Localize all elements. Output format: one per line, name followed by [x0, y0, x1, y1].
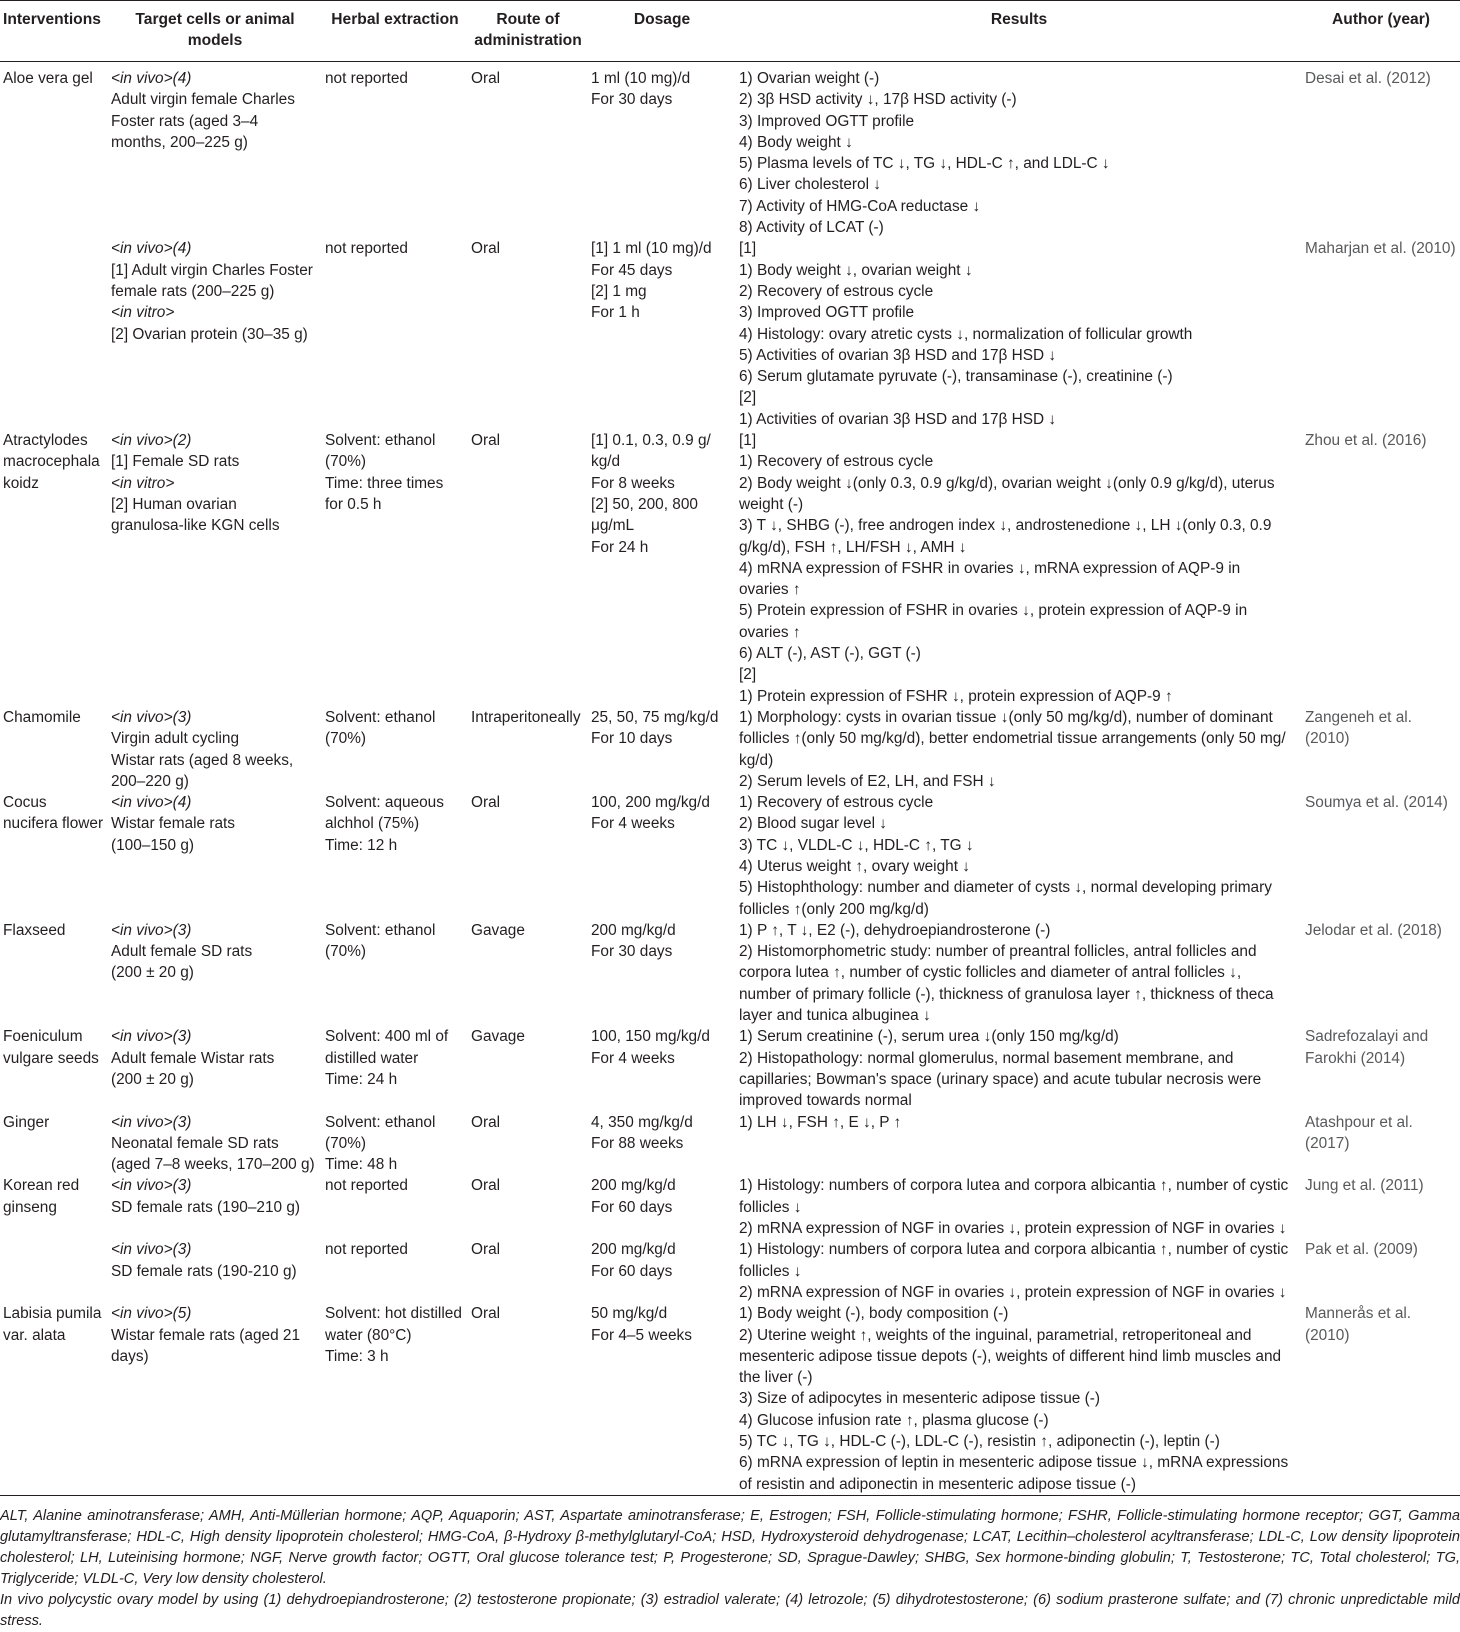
model-line: <in vivo>(4) — [111, 240, 192, 258]
extraction-line: (70%) — [325, 1134, 367, 1152]
results-line: 2) 3β HSD activity ↓, 17β HSD activity (-) — [739, 91, 1017, 109]
route-cell — [468, 1303, 588, 1495]
model-line: Wistar rats (aged 8 weeks, — [111, 751, 294, 769]
route-line: Oral — [471, 1241, 501, 1259]
results-line: kg/d) — [739, 751, 774, 769]
results-line: corpora lutea ↑, number of cystic follicles and diameter of antral follicles ↓, — [739, 964, 1242, 982]
dosage-line: [1] 1 ml (10 mg)/d — [591, 240, 712, 258]
abbreviations-note: ALT, Alanine aminotransferase; AMH, Anti-Müllerian hormone; AQP, Aquaporin; AST, Aspartate aminotransferase; E, Estrogen; FSH, Follicle-stimulating hormone; FSHR, Follicle-stimulating hormone receptor; GGT, Gamma glutamyltransferase; HDL-C, High density lipoprotein cholesterol; HMG-CoA, β-Hydroxy β-methylglutaryl-CoA; HSD, Hydroxysteroid dehydrogenase; LCAT, Lecithin–cholesterol acyltransferase; LDL-C, Low density lipoprotein cholesterol; LH, Luteinising hormone; NGF, Nerve growth factor; OGTT, Oral glucose tolerance test; P, Progesterone; SD, Sprague-Dawley; SHBG, Sex hormone-binding globulin; T, Testosterone; TC, Total cholesterol; TG, Triglyceride; VLDL-C, Very low density cholesterol. — [0, 1508, 1460, 1587]
dosage-line: [2] 50, 200, 800 — [591, 495, 698, 513]
model-line: Foster rats (aged 3–4 — [111, 112, 259, 130]
author-cell — [1302, 792, 1460, 920]
model-line: female rats (200–225 g) — [111, 282, 275, 300]
dosage-line: For 4 weeks — [591, 1049, 675, 1067]
dosage-line: For 60 days — [591, 1198, 673, 1216]
extraction-line: alchhol (75%) — [325, 815, 420, 833]
model-cell — [108, 62, 322, 239]
author-cell — [1302, 920, 1460, 1026]
extraction-cell — [322, 430, 468, 707]
dosage-line: 200 mg/kg/d — [591, 1177, 676, 1195]
model-cell — [108, 1239, 322, 1303]
dosage-line: 100, 200 mg/kg/d — [591, 794, 710, 812]
model-line: Virgin adult cycling — [111, 730, 240, 748]
author-line: Zhou et al. (2016) — [1305, 432, 1427, 450]
extraction-line: Time: 3 h — [325, 1347, 389, 1365]
model-line: <in vivo>(5) — [111, 1305, 192, 1323]
intervention-line: Chamomile — [3, 708, 81, 726]
model-cell — [108, 707, 322, 792]
model-cell — [108, 1112, 322, 1176]
intervention-cell — [0, 792, 108, 920]
dosage-cell — [588, 792, 736, 920]
author-cell — [1302, 1303, 1460, 1495]
table-row — [0, 1175, 1460, 1239]
results-line: 2) Uterine weight ↑, weights of the inguinal, parametrial, retroperitoneal and — [739, 1326, 1252, 1344]
header-results: Results — [990, 11, 1048, 28]
route-line: Oral — [471, 1177, 501, 1195]
dosage-cell — [588, 1303, 736, 1495]
dosage-line: 1 ml (10 mg)/d — [591, 70, 691, 87]
results-line: follicles ↑(only 50 mg/kg/d), better endometrial tissue arrangements (only 50 mg/ — [739, 730, 1286, 748]
route-cell — [468, 1026, 588, 1111]
table-row — [0, 1239, 1460, 1303]
header-interventions: Interventions — [3, 11, 101, 28]
results-cell — [736, 430, 1302, 707]
results-line: 1) LH ↓, FSH ↑, E ↓, P ↑ — [739, 1113, 902, 1131]
model-line: Adult female Wistar rats — [111, 1049, 275, 1067]
model-line: days) — [111, 1347, 149, 1365]
intervention-cell — [0, 707, 108, 792]
dosage-line: [1] 0.1, 0.3, 0.9 g/ — [591, 432, 711, 450]
intervention-cell — [0, 920, 108, 1026]
model-line: Adult virgin female Charles — [111, 91, 295, 109]
model-line: (aged 7–8 weeks, 170–200 g) — [111, 1156, 315, 1174]
dosage-line: For 10 days — [591, 730, 673, 748]
results-line: follicles ↓ — [739, 1262, 802, 1280]
route-line: Oral — [471, 1113, 501, 1131]
route-line: Gavage — [471, 1028, 525, 1046]
results-cell — [736, 62, 1302, 239]
results-line: 7) Activity of HMG-CoA reductase ↓ — [739, 197, 981, 215]
dosage-line: 4, 350 mg/kg/d — [591, 1113, 693, 1131]
table-row — [0, 62, 1460, 239]
intervention-cell — [0, 430, 108, 707]
model-line: <in vivo>(3) — [111, 1113, 192, 1131]
results-line: follicles ↓ — [739, 1198, 802, 1216]
results-line: 4) Body weight ↓ — [739, 133, 853, 151]
author-line: Mannerås et al. (2010) — [1305, 1305, 1412, 1344]
results-line: 5) Histophthology: number and diameter of cysts ↓, normal developing primary — [739, 879, 1272, 897]
extraction-line: Solvent: ethanol — [325, 921, 436, 939]
extraction-line: Solvent: 400 ml of — [325, 1028, 449, 1046]
model-line: Neonatal female SD rats — [111, 1134, 279, 1152]
author-cell — [1302, 1175, 1460, 1239]
model-note: In vivo polycystic ovary model by using (1) dehydroepiandrosterone; (2) testosterone propionate; (3) estradiol valerate; (4) letrozole; (5) dihydrotestosterone; (6) sodium prasterone sulfate; and (7) chronic unpredictable mild stress. — [0, 1592, 1460, 1629]
dosage-cell — [588, 1112, 736, 1176]
intervention-line: Labisia pumila — [3, 1305, 102, 1323]
model-line: <in vivo>(4) — [111, 70, 192, 87]
route-line: Oral — [471, 70, 501, 87]
results-line: 2) Body weight ↓(only 0.3, 0.9 g/kg/d), ovarian weight ↓(only 0.9 g/kg/d), uterus — [739, 474, 1275, 492]
model-cell — [108, 430, 322, 707]
route-cell — [468, 707, 588, 792]
author-cell — [1302, 1026, 1460, 1111]
author-line: Jung et al. (2011) — [1305, 1177, 1424, 1195]
extraction-line: Solvent: ethanol — [325, 432, 436, 450]
route-cell — [468, 1112, 588, 1176]
model-line: <in vivo>(2) — [111, 432, 192, 450]
results-line: 5) Protein expression of FSHR in ovaries ↓, protein expression of AQP-9 in — [739, 602, 1248, 620]
model-line: <in vivo>(3) — [111, 1177, 192, 1195]
author-line: Jelodar et al. (2018) — [1305, 921, 1442, 939]
intervention-line: Cocus — [3, 794, 47, 812]
results-cell — [736, 1112, 1302, 1176]
author-line: Atashpour et al. — [1305, 1113, 1413, 1131]
route-line: Oral — [471, 432, 501, 450]
model-line: SD female rats (190–210 g) — [111, 1198, 301, 1216]
extraction-line: not reported — [325, 240, 408, 258]
route-cell — [468, 920, 588, 1026]
model-line: <in vivo>(3) — [111, 1241, 192, 1259]
route-line: Gavage — [471, 921, 525, 939]
model-line: Adult female SD rats — [111, 943, 253, 961]
route-line: Intraperitoneally — [471, 708, 581, 726]
results-line: 1) Body weight ↓, ovarian weight ↓ — [739, 261, 973, 279]
author-cell — [1302, 238, 1460, 430]
extraction-line: not reported — [325, 70, 408, 87]
author-cell — [1302, 1112, 1460, 1176]
dosage-line: For 8 weeks — [591, 474, 675, 492]
extraction-cell — [322, 62, 468, 239]
dosage-line: For 24 h — [591, 538, 649, 556]
extraction-line: Solvent: ethanol — [325, 708, 436, 726]
intervention-cell — [0, 1112, 108, 1176]
extraction-cell — [322, 707, 468, 792]
results-line: 1) Recovery of estrous cycle — [739, 453, 934, 471]
results-line: [1] — [739, 432, 757, 450]
model-line: [1] Adult virgin Charles Foster — [111, 261, 313, 279]
intervention-cell — [0, 1303, 108, 1495]
author-line: Pak et al. (2009) — [1305, 1241, 1418, 1259]
results-line: number of primary follicle (-), thickness of granulosa layer ↑, thickness of theca — [739, 985, 1274, 1003]
dosage-line: 200 mg/kg/d — [591, 921, 676, 939]
results-line: 1) Recovery of estrous cycle — [739, 794, 934, 812]
model-line: Wistar female rats (aged 21 — [111, 1326, 301, 1344]
author-cell — [1302, 430, 1460, 707]
results-line: 4) Uterus weight ↑, ovary weight ↓ — [739, 857, 970, 875]
results-line: 3) TC ↓, VLDL-C ↓, HDL-C ↑, TG ↓ — [739, 836, 974, 854]
extraction-cell — [322, 1026, 468, 1111]
extraction-line: Time: 48 h — [325, 1156, 398, 1174]
model-cell — [108, 1303, 322, 1495]
extraction-line: not reported — [325, 1241, 408, 1259]
results-line: [2] — [739, 666, 757, 684]
results-line: 1) Ovarian weight (-) — [739, 70, 880, 87]
route-cell — [468, 238, 588, 430]
dosage-line: 25, 50, 75 mg/kg/d — [591, 708, 719, 726]
results-line: 3) Size of adipocytes in mesenteric adipose tissue (-) — [739, 1390, 1100, 1408]
results-line: ovaries ↑ — [739, 581, 801, 599]
author-line: Zangeneh et al. (2010) — [1305, 708, 1412, 748]
route-cell — [468, 62, 588, 239]
header-herbal-extraction: Herbal extraction — [331, 11, 459, 28]
model-line: <in vivo>(3) — [111, 921, 192, 939]
model-line: granulosa-like KGN cells — [111, 517, 280, 535]
model-line: 200–220 g) — [111, 772, 189, 790]
dosage-cell — [588, 707, 736, 792]
model-line: [1] Female SD rats — [111, 453, 240, 471]
intervention-line: var. alata — [3, 1326, 66, 1344]
dosage-line: For 4 weeks — [591, 815, 675, 833]
intervention-line: nucifera flower — [3, 815, 104, 833]
dosage-cell — [588, 1026, 736, 1111]
extraction-line: for 0.5 h — [325, 495, 382, 513]
results-line: of resistin and adiponectin in mesenteric adipose tissue (-) — [739, 1475, 1136, 1493]
results-cell — [736, 238, 1302, 430]
results-line: capillaries; Bowman's space (urinary space) and acute tubular necrosis were — [739, 1070, 1262, 1088]
model-line: [2] Ovarian protein (30–35 g) — [111, 325, 308, 343]
header-dosage: Dosage — [633, 11, 691, 28]
extraction-line: Solvent: hot distilled — [325, 1305, 462, 1323]
intervention-cell — [0, 1175, 108, 1239]
results-line: 6) Liver cholesterol ↓ — [739, 176, 881, 194]
extraction-cell — [322, 1112, 468, 1176]
results-line: 2) Recovery of estrous cycle — [739, 282, 934, 300]
extraction-cell — [322, 1175, 468, 1239]
header-target-cells: Target cells or animal models — [135, 11, 295, 49]
results-line: improved towards normal — [739, 1092, 912, 1110]
extraction-line: Time: three times — [325, 474, 444, 492]
author-line: Maharjan et al. (2010) — [1305, 240, 1456, 258]
results-line: the liver (-) — [739, 1369, 813, 1387]
results-line: ovaries ↑ — [739, 623, 801, 641]
intervention-line: vulgare seeds — [3, 1049, 99, 1067]
author-line: Desai et al. (2012) — [1305, 70, 1431, 87]
table-row — [0, 1303, 1460, 1495]
results-line: 1) Activities of ovarian 3β HSD and 17β HSD ↓ — [739, 410, 1057, 428]
intervention-line: Aloe vera gel — [3, 70, 93, 87]
dosage-cell — [588, 238, 736, 430]
model-line: months, 200–225 g) — [111, 133, 248, 151]
results-line: 2) Blood sugar level ↓ — [739, 815, 887, 833]
results-line: 2) mRNA expression of NGF in ovaries ↓, protein expression of NGF in ovaries ↓ — [739, 1220, 1287, 1238]
route-cell — [468, 1239, 588, 1303]
results-line: follicles ↑(only 200 mg/kg/d) — [739, 900, 929, 918]
model-cell — [108, 238, 322, 430]
author-line: Sadrefozalayi and — [1305, 1028, 1429, 1046]
results-cell — [736, 1303, 1302, 1495]
header-row — [0, 1, 1460, 62]
author-cell — [1302, 62, 1460, 239]
results-line: 5) Plasma levels of TC ↓, TG ↓, HDL-C ↑, and LDL-C ↓ — [739, 155, 1110, 173]
results-line: 1) P ↑, T ↓, E2 (-), dehydroepiandrosterone (-) — [739, 921, 1051, 939]
dosage-cell — [588, 920, 736, 1026]
table-row — [0, 920, 1460, 1026]
route-line: Oral — [471, 240, 501, 258]
dosage-line: 200 mg/kg/d — [591, 1241, 676, 1259]
model-cell — [108, 920, 322, 1026]
table-row — [0, 1026, 1460, 1111]
table-row — [0, 792, 1460, 920]
results-line: 6) ALT (-), AST (-), GGT (-) — [739, 645, 921, 663]
results-line: 1) Protein expression of FSHR ↓, protein expression of AQP-9 ↑ — [739, 687, 1173, 705]
model-line: (100–150 g) — [111, 836, 195, 854]
intervention-line: Foeniculum — [3, 1028, 83, 1046]
table-row — [0, 238, 1460, 430]
extraction-line: water (80°C) — [325, 1326, 412, 1344]
results-line: 3) Improved OGTT profile — [739, 304, 915, 322]
results-line: 3) Improved OGTT profile — [739, 112, 915, 130]
results-line: 6) Serum glutamate pyruvate (-), transaminase (-), creatinine (-) — [739, 368, 1173, 386]
dosage-line: For 4–5 weeks — [591, 1326, 692, 1344]
route-cell — [468, 792, 588, 920]
intervention-line: Flaxseed — [3, 921, 66, 939]
results-cell — [736, 1175, 1302, 1239]
table-row — [0, 430, 1460, 707]
results-line: weight (-) — [739, 495, 804, 513]
model-line: Wistar female rats — [111, 815, 236, 833]
model-cell — [108, 1175, 322, 1239]
extraction-line: Solvent: aqueous — [325, 794, 444, 812]
results-line: 4) Histology: ovary atretic cysts ↓, normalization of follicular growth — [739, 325, 1193, 343]
header-author: Author (year) — [1332, 11, 1430, 28]
results-line: 4) Glucose infusion rate ↑, plasma glucose (-) — [739, 1411, 1049, 1429]
model-line: <in vitro> — [111, 474, 175, 492]
model-line: <in vivo>(3) — [111, 708, 192, 726]
extraction-line: not reported — [325, 1177, 408, 1195]
model-line: <in vivo>(4) — [111, 794, 192, 812]
extraction-line: Solvent: ethanol — [325, 1113, 436, 1131]
model-line: (200 ± 20 g) — [111, 1070, 194, 1088]
results-line: 1) Serum creatinine (-), serum urea ↓(only 150 mg/kg/d) — [739, 1028, 1119, 1046]
author-cell — [1302, 1239, 1460, 1303]
intervention-line: koidz — [3, 474, 39, 492]
model-line: <in vitro> — [111, 304, 175, 322]
results-line: 2) mRNA expression of NGF in ovaries ↓, protein expression of NGF in ovaries ↓ — [739, 1283, 1287, 1301]
extraction-cell — [322, 1303, 468, 1495]
results-line: 1) Histology: numbers of corpora lutea and corpora albicantia ↑, number of cystic — [739, 1177, 1289, 1195]
extraction-line: distilled water — [325, 1049, 419, 1067]
intervention-line: ginseng — [3, 1198, 57, 1216]
dosage-line: kg/d — [591, 453, 621, 471]
model-line: <in vivo>(3) — [111, 1028, 192, 1046]
results-line: g/kg/d), FSH ↑, LH/FSH ↓, AMH ↓ — [739, 538, 967, 556]
extraction-cell — [322, 792, 468, 920]
route-line: Oral — [471, 1305, 501, 1323]
results-line: [1] — [739, 240, 757, 258]
dosage-line: μg/mL — [591, 517, 635, 535]
dosage-line: [2] 1 mg — [591, 282, 647, 300]
table-row — [0, 1112, 1460, 1176]
dosage-line: For 30 days — [591, 943, 673, 961]
footnotes — [0, 1506, 1460, 1632]
intervention-line: macrocephala — [3, 453, 100, 471]
results-cell — [736, 792, 1302, 920]
author-line: Farokhi (2014) — [1305, 1049, 1406, 1067]
author-line: Soumya et al. (2014) — [1305, 794, 1448, 812]
dosage-line: For 88 weeks — [591, 1134, 684, 1152]
dosage-line: For 30 days — [591, 91, 673, 109]
author-cell — [1302, 707, 1460, 792]
results-line: [2] — [739, 389, 757, 407]
extraction-line: (70%) — [325, 730, 367, 748]
results-cell — [736, 920, 1302, 1026]
extraction-line: (70%) — [325, 943, 367, 961]
results-line: mesenteric adipose tissue depots (-), weights of different hind limb muscles and — [739, 1347, 1282, 1365]
route-line: Oral — [471, 794, 501, 812]
extraction-cell — [322, 1239, 468, 1303]
results-line: 4) mRNA expression of FSHR in ovaries ↓, mRNA expression of AQP-9 in — [739, 559, 1241, 577]
table-row — [0, 707, 1460, 792]
intervention-cell — [0, 1026, 108, 1111]
dosage-line: 50 mg/kg/d — [591, 1305, 668, 1323]
intervention-cell — [0, 1239, 108, 1303]
dosage-cell — [588, 1175, 736, 1239]
results-line: 2) Histomorphometric study: number of preantral follicles, antral follicles and — [739, 943, 1257, 961]
intervention-cell — [0, 62, 108, 239]
author-line: (2017) — [1305, 1134, 1350, 1152]
results-line: 1) Morphology: cysts in ovarian tissue ↓(only 50 mg/kg/d), number of dominant — [739, 708, 1273, 726]
intervention-line: Korean red — [3, 1177, 80, 1195]
extraction-cell — [322, 238, 468, 430]
results-line: layer and tunica albuginea ↓ — [739, 1007, 931, 1025]
extraction-line: Time: 12 h — [325, 836, 398, 854]
intervention-cell — [0, 238, 108, 430]
model-cell — [108, 1026, 322, 1111]
results-line: 8) Activity of LCAT (-) — [739, 219, 884, 237]
intervention-line: Ginger — [3, 1113, 50, 1131]
extraction-cell — [322, 920, 468, 1026]
results-cell — [736, 1026, 1302, 1111]
results-line: 6) mRNA expression of leptin in mesenteric adipose tissue ↓, mRNA expressions — [739, 1454, 1289, 1472]
dosage-line: For 1 h — [591, 304, 640, 322]
results-line: 5) Activities of ovarian 3β HSD and 17β HSD ↓ — [739, 346, 1057, 364]
dosage-line: 100, 150 mg/kg/d — [591, 1028, 710, 1046]
dosage-line: For 45 days — [591, 261, 673, 279]
extraction-line: Time: 24 h — [325, 1070, 398, 1088]
results-line: 5) TC ↓, TG ↓, HDL-C (-), LDL-C (-), resistin ↑, adiponectin (-), leptin (-) — [739, 1433, 1220, 1450]
table-body — [0, 62, 1460, 1496]
results-cell — [736, 707, 1302, 792]
route-cell — [468, 430, 588, 707]
dosage-cell — [588, 62, 736, 239]
dosage-cell — [588, 1239, 736, 1303]
results-cell — [736, 1239, 1302, 1303]
model-line: SD female rats (190-210 g) — [111, 1262, 297, 1280]
route-cell — [468, 1175, 588, 1239]
intervention-line: Atractylodes — [3, 432, 88, 450]
model-line: [2] Human ovarian — [111, 495, 237, 513]
model-line: (200 ± 20 g) — [111, 964, 194, 982]
dosage-cell — [588, 430, 736, 707]
extraction-line: (70%) — [325, 453, 367, 471]
header-route: Route of administration — [474, 11, 582, 49]
results-line: 2) Serum levels of E2, LH, and FSH ↓ — [739, 772, 996, 790]
dosage-line: For 60 days — [591, 1262, 673, 1280]
results-line: 1) Body weight (-), body composition (-) — [739, 1305, 1009, 1323]
model-cell — [108, 792, 322, 920]
results-line: 1) Histology: numbers of corpora lutea and corpora albicantia ↑, number of cystic — [739, 1241, 1289, 1259]
results-line: 2) Histopathology: normal glomerulus, normal basement membrane, and — [739, 1049, 1234, 1067]
results-line: 3) T ↓, SHBG (-), free androgen index ↓, androstenedione ↓, LH ↓(only 0.3, 0.9 — [739, 517, 1272, 535]
